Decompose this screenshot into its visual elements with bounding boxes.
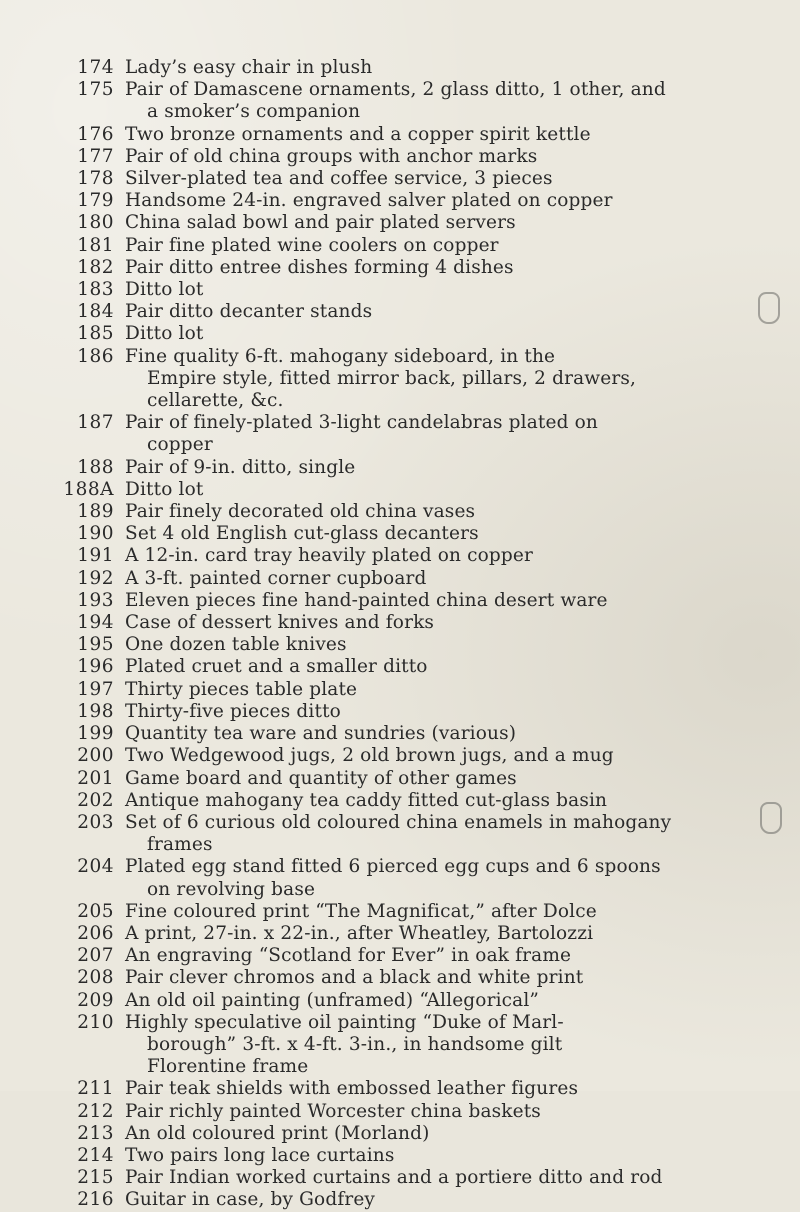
lot-description: [125, 57, 695, 79]
page-edge-mark: [760, 802, 782, 834]
lot-description-continuation: cellarette, &c.: [147, 390, 284, 412]
lot-description-line: Ditto lot: [125, 323, 204, 345]
lot-row: [0, 257, 800, 279]
lot-row: [0, 190, 800, 212]
lot-description: [125, 479, 695, 501]
lot-number: 187: [77, 412, 114, 434]
lot-number: 205: [77, 900, 114, 922]
lot-row: [0, 146, 800, 168]
lot-description-line: Pair of old china groups with anchor marks: [125, 145, 538, 167]
lot-number: 204: [77, 856, 114, 878]
lot-description: [125, 634, 695, 656]
lot-description-line: Pair richly painted Worcester china baskets: [125, 1100, 541, 1122]
lot-row: [0, 568, 800, 590]
lot-number: 213: [77, 1122, 114, 1144]
lot-number: 174: [77, 57, 114, 78]
lot-description: [125, 967, 695, 989]
lot-description-line: Pair Indian worked curtains and a portiere ditto and rod: [125, 1167, 663, 1189]
lot-number: 206: [77, 922, 114, 944]
lot-number: 188A: [63, 478, 114, 500]
lot-description-line: Pair clever chromos and a black and white print: [125, 967, 584, 989]
lot-description-line: Eleven pieces fine hand-painted china desert ware: [125, 589, 608, 611]
lot-number: 216: [77, 1189, 114, 1211]
lot-description: [125, 1123, 695, 1145]
lot-description-line: Case of dessert knives and forks: [125, 612, 435, 634]
lot-description: [125, 523, 695, 545]
lot-number: 207: [77, 945, 114, 967]
lot-description: [125, 235, 695, 257]
lot-row: [0, 701, 800, 723]
lot-description-line: Lady’s easy chair in plush: [125, 57, 373, 78]
lot-description: [125, 1145, 695, 1167]
lot-row: [0, 79, 800, 123]
lot-row: [0, 279, 800, 301]
lot-description: [125, 612, 695, 634]
lot-row: [0, 723, 800, 745]
lot-description: [125, 901, 695, 923]
lot-row: [0, 590, 800, 612]
lot-description-line: Pair of Damascene ornaments, 2 glass ditto, 1 other, and: [125, 79, 666, 101]
lot-number: 186: [77, 345, 114, 367]
lot-list: [0, 57, 800, 1212]
lot-row: [0, 1078, 800, 1100]
lot-number: 203: [77, 811, 114, 833]
lot-number: 189: [77, 501, 114, 523]
lot-description: [125, 945, 695, 967]
lot-row: [0, 990, 800, 1012]
lot-description: [125, 1189, 695, 1211]
lot-description: [125, 923, 695, 945]
lot-description: [125, 1012, 695, 1079]
lot-description: [125, 457, 695, 479]
lot-number: 198: [77, 700, 114, 722]
lot-number: 200: [77, 745, 114, 767]
lot-number: 201: [77, 767, 114, 789]
lot-description: [125, 723, 695, 745]
lot-number: 194: [77, 612, 114, 634]
lot-number: 196: [77, 656, 114, 678]
lot-description: [125, 301, 695, 323]
lot-description-line: Pair fine plated wine coolers on copper: [125, 234, 499, 256]
lot-description-line: Fine quality 6-ft. mahogany sideboard, in the: [125, 345, 556, 367]
lot-row: [0, 523, 800, 545]
lot-row: [0, 656, 800, 678]
lot-row: [0, 235, 800, 257]
lot-number: 185: [77, 323, 114, 345]
lot-description-line: Two bronze ornaments and a copper spirit kettle: [125, 123, 591, 145]
lot-number: 197: [77, 678, 114, 700]
lot-description-line: Fine coloured print “The Magnificat,” after Dolce: [125, 900, 597, 922]
lot-description-line: Pair teak shields with embossed leather figures: [125, 1078, 579, 1100]
lot-row: [0, 945, 800, 967]
lot-number: 202: [77, 789, 114, 811]
lot-description-continuation: Florentine frame: [147, 1056, 309, 1078]
lot-description: [125, 990, 695, 1012]
lot-description: [125, 501, 695, 523]
lot-row: [0, 168, 800, 190]
lot-description-line: Quantity tea ware and sundries (various): [125, 723, 517, 745]
lot-description-line: Set 4 old English cut-glass decanters: [125, 523, 479, 545]
lot-description-line: Set of 6 curious old coloured china enamels in mahogany: [125, 811, 672, 833]
lot-number: 192: [77, 567, 114, 589]
lot-description: [125, 812, 695, 856]
lot-description-line: An old coloured print (Morland): [125, 1122, 430, 1144]
lot-description: [125, 656, 695, 678]
lot-description-line: Pair of 9-in. ditto, single: [125, 456, 356, 478]
lot-description-line: Highly speculative oil painting “Duke of Marl-: [125, 1011, 564, 1033]
lot-row: [0, 923, 800, 945]
lot-row: [0, 679, 800, 701]
lot-description-line: Silver-plated tea and coffee service, 3 pieces: [125, 168, 553, 190]
lot-description-line: Plated cruet and a smaller ditto: [125, 656, 428, 678]
lot-row: [0, 1123, 800, 1145]
lot-description-line: Plated egg stand fitted 6 pierced egg cups and 6 spoons: [125, 856, 661, 878]
lot-description-line: Pair of finely-plated 3-light candelabras plated on: [125, 412, 598, 434]
lot-description-continuation: borough” 3-ft. x 4-ft. 3-in., in handsome gilt: [147, 1033, 563, 1055]
lot-number: 190: [77, 523, 114, 545]
lot-row: [0, 967, 800, 989]
lot-number: 182: [77, 256, 114, 278]
lot-description-line: An engraving “Scotland for Ever” in oak frame: [125, 945, 572, 967]
lot-row: [0, 501, 800, 523]
lot-number: 188: [77, 456, 114, 478]
lot-description: [125, 412, 695, 456]
lot-description: [125, 768, 695, 790]
lot-description-line: An old oil painting (unframed) “Allegorical”: [125, 989, 539, 1011]
lot-row: [0, 856, 800, 900]
lot-description: [125, 323, 695, 345]
lot-description: [125, 1167, 695, 1189]
lot-number: 178: [77, 168, 114, 190]
lot-number: 210: [77, 1011, 114, 1033]
lot-description: [125, 146, 695, 168]
lot-description: [125, 679, 695, 701]
lot-row: [0, 545, 800, 567]
lot-description: [125, 279, 695, 301]
lot-description-line: Two pairs long lace curtains: [125, 1144, 395, 1166]
lot-description: [125, 212, 695, 234]
lot-number: 215: [77, 1167, 114, 1189]
lot-number: 179: [77, 190, 114, 212]
lot-description-line: Pair finely decorated old china vases: [125, 501, 476, 523]
lot-number: 195: [77, 634, 114, 656]
lot-number: 181: [77, 234, 114, 256]
lot-description-line: Thirty-five pieces ditto: [125, 700, 341, 722]
lot-description-line: A print, 27-in. x 22-in., after Wheatley, Bartolozzi: [125, 922, 594, 944]
lot-number: 214: [77, 1144, 114, 1166]
lot-row: [0, 768, 800, 790]
lot-description-line: Pair ditto decanter stands: [125, 301, 373, 323]
lot-description: [125, 1078, 695, 1100]
lot-row: [0, 301, 800, 323]
page-edge-mark: [758, 292, 780, 324]
lot-description: [125, 168, 695, 190]
lot-number: 176: [77, 123, 114, 145]
lot-row: [0, 412, 800, 456]
lot-description-line: Ditto lot: [125, 478, 204, 500]
lot-description-continuation: on revolving base: [147, 878, 316, 900]
lot-number: 199: [77, 723, 114, 745]
lot-description: [125, 545, 695, 567]
lot-number: 191: [77, 545, 114, 567]
lot-description-line: Thirty pieces table plate: [125, 678, 358, 700]
lot-description-line: A 3-ft. painted corner cupboard: [125, 567, 427, 589]
lot-description-line: Ditto lot: [125, 279, 204, 301]
lot-number: 193: [77, 589, 114, 611]
lot-row: [0, 612, 800, 634]
lot-row: [0, 57, 800, 79]
lot-row: [0, 346, 800, 413]
lot-number: 184: [77, 301, 114, 323]
lot-row: [0, 124, 800, 146]
lot-row: [0, 457, 800, 479]
lot-description-line: A 12-in. card tray heavily plated on copper: [125, 545, 533, 567]
lot-row: [0, 479, 800, 501]
lot-number: 208: [77, 967, 114, 989]
lot-number: 177: [77, 145, 114, 167]
lot-description-line: Antique mahogany tea caddy fitted cut-glass basin: [125, 789, 608, 811]
lot-description-continuation: Empire style, fitted mirror back, pillars, 2 drawers,: [147, 367, 637, 389]
lot-number: 212: [77, 1100, 114, 1122]
lot-description: [125, 124, 695, 146]
lot-description-line: Game board and quantity of other games: [125, 767, 517, 789]
lot-description-continuation: copper: [147, 434, 213, 456]
lot-description: [125, 590, 695, 612]
lot-row: [0, 812, 800, 856]
lot-number: 175: [77, 79, 114, 101]
lot-row: [0, 1145, 800, 1167]
lot-description: [125, 701, 695, 723]
lot-description: [125, 346, 695, 413]
lot-row: [0, 212, 800, 234]
lot-row: [0, 323, 800, 345]
lot-description: [125, 79, 695, 123]
lot-number: 211: [77, 1078, 114, 1100]
lot-row: [0, 1012, 800, 1079]
lot-description: [125, 790, 695, 812]
lot-row: [0, 1189, 800, 1211]
lot-row: [0, 901, 800, 923]
lot-description: [125, 568, 695, 590]
lot-description: [125, 856, 695, 900]
lot-description: [125, 1101, 695, 1123]
lot-number: 209: [77, 989, 114, 1011]
lot-description: [125, 257, 695, 279]
lot-description-line: Guitar in case, by Godfrey: [125, 1189, 376, 1211]
lot-row: [0, 1101, 800, 1123]
lot-description-continuation: a smoker’s companion: [147, 101, 361, 123]
lot-row: [0, 790, 800, 812]
lot-description-line: One dozen table knives: [125, 634, 347, 656]
lot-row: [0, 745, 800, 767]
lot-description-continuation: frames: [147, 834, 213, 856]
lot-description: [125, 190, 695, 212]
lot-row: [0, 634, 800, 656]
lot-description-line: Handsome 24-in. engraved salver plated on copper: [125, 190, 613, 212]
lot-description-line: Two Wedgewood jugs, 2 old brown jugs, and a mug: [125, 745, 614, 767]
lot-number: 180: [77, 212, 114, 234]
lot-description-line: China salad bowl and pair plated servers: [125, 212, 516, 234]
lot-row: [0, 1167, 800, 1189]
lot-number: 183: [77, 279, 114, 301]
lot-description-line: Pair ditto entree dishes forming 4 dishes: [125, 256, 514, 278]
lot-description: [125, 745, 695, 767]
